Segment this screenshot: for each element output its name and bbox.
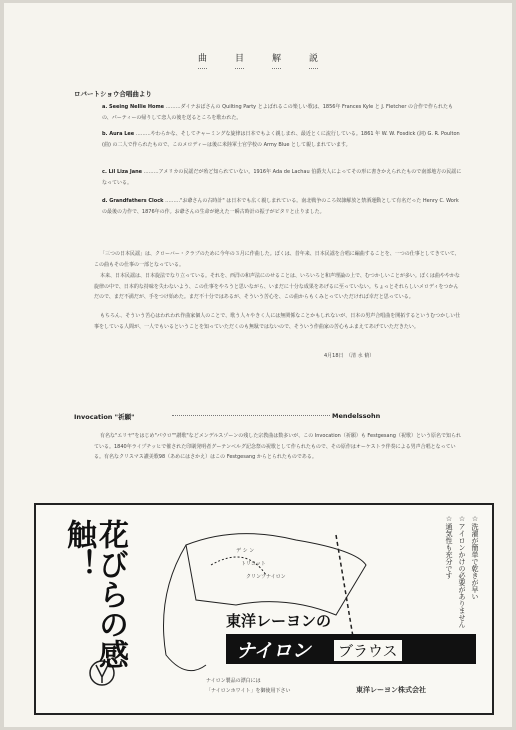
product-suffix: ブラウス: [334, 640, 402, 661]
section-heading: ロバートショウ合唱曲より: [74, 90, 152, 98]
paragraph: 「三つの日本民謡」は、クローバー・クラブのために今年の３月に作曲した。ぼくは、昔年来、日本民謡を合唱に編曲することを、一つの仕事としてきていて、この曲もその仕事の一部となっている。: [94, 251, 460, 268]
ad-brand: 東洋レーヨンの: [226, 612, 332, 630]
song-item: [102, 102, 462, 123]
ad-note: ナイロン製品の漂白には: [206, 678, 261, 684]
product-name: ナイロン: [236, 640, 311, 662]
title-char: 解: [272, 51, 281, 69]
paragraph: 本来、日本民謡は、日本旋法でなり立っている。それを、西洋の和声法にのせることは、いろいろと和声理論の上で、むつかしいことが多い。ぼくは曲ややかな旋律の中で、日本的な持味を失わないよう、この仕事をやろうと思いながら、いまだに十分な成果をあげるに至っていない。ちょっとそれらしいメロディをつかんだので、まだ不満だが、手をつけ始めた。まだ不十分ではあるが、そういう苦心を、この曲からもくみとっていただければ幸だと思っている。: [94, 273, 460, 300]
song-description: ………やわらかな、そしてチャーミングな旋律は日本でもよく親しまれ、最近とくに流行している。1861 年 W. W. Fosdick (詞) G. R. Poulton (曲) の二人で作られたもので、このメロディーは後に米陸軍士官学校の Army Blue として親しまれています。: [102, 131, 460, 148]
feature-text: ☆通気性も充分です: [445, 515, 453, 579]
composer: Mendelssohn: [332, 412, 381, 420]
paragraph: もちろん、そういう苦心はわれわれ作曲家個人のことで、歌う人々やきく人には無関係なことかもしれないが、日本の男声合唱曲を開拓するというむつかしい仕事をしている人間が、一人でもいるということを知っていただくのも無駄ではないので、そういう作曲家の苦心もふまえてあげていただきたい。: [94, 313, 461, 330]
section-heading: Invocation "祈願": [74, 413, 135, 421]
ad-slogan: 花びらの感触！: [61, 519, 128, 669]
product-banner: [226, 634, 476, 664]
company-name: 東洋レーヨン株式会社: [356, 686, 426, 694]
song-item: [102, 167, 462, 188]
feature-text: ☆洗濯が簡単で乾きが早い: [471, 515, 479, 600]
title-char: 目: [235, 51, 244, 69]
song-title: c. Lil Liza Jane: [102, 169, 143, 175]
title-char: 曲: [198, 51, 207, 69]
song-title: b. Aura Lee: [102, 131, 135, 137]
song-description: ………アメリカの民謡だが殆ど知られていない。1916年 Ada de Lachau 伯爵夫人によってその形に書きかえられたもので南部地方の民謡になっている。: [102, 169, 462, 186]
song-description: ………ダイナおばさんの Quilting Party とよばれるこの楽しい歌は、1856年 Frances Kyle と J. Fletcher の合作で作られたもの、パーティーの帰りして恋人の後を送るところを歌われた。: [102, 104, 453, 121]
song-title: a. Seeing Nellie Home: [102, 104, 165, 110]
page: [4, 3, 512, 727]
song-item: [102, 129, 462, 150]
fabric-label: デ シ ン: [236, 548, 255, 554]
fabric-label: トリコット: [241, 561, 266, 567]
song-title: d. Grandfathers Clock: [102, 198, 164, 204]
song-description: ………"お爺さんの古時計" は日本でも広く親しまれている。南北戦争のころ奴隷解放と禁酒運動として有名だった Henry C. Work の最後の力作で、1876年の作。お爺さんの生命が絶えた一瞬古時計の振子がピタリと止りました。: [102, 198, 459, 215]
fabric-label: クリンプナイロン: [246, 574, 286, 580]
ad-note: 「ナイロンホワイト」を御使用下さい: [206, 688, 291, 694]
title-char: 説: [309, 51, 318, 69]
song-item: [102, 196, 462, 217]
paragraph: 有名な"エリヤ"をはじめ"パウロ""讃歌"などメンデルスゾーンの残した宗教曲は数多いが、この Invocation（祈願）も Festgesang（祝歌）という原名で知られている。1840年ライプチッヒで催された印刷発明者グーテンベルグ記念祭の祝歌として作られたもので、その原作はオーケストラ伴奏による男声合唱となっている。有名なクリスマス讃美歌98（あめにはさかえ）はこの Festgesang からとられたものである。: [94, 433, 461, 460]
dot-leader: [172, 415, 330, 416]
feature-text: ☆アイロンかけの必要がありません: [458, 515, 466, 628]
advertisement: [34, 503, 494, 715]
signature: 4月18日 （清 水 脩）: [324, 353, 375, 359]
page-title: [4, 51, 512, 69]
